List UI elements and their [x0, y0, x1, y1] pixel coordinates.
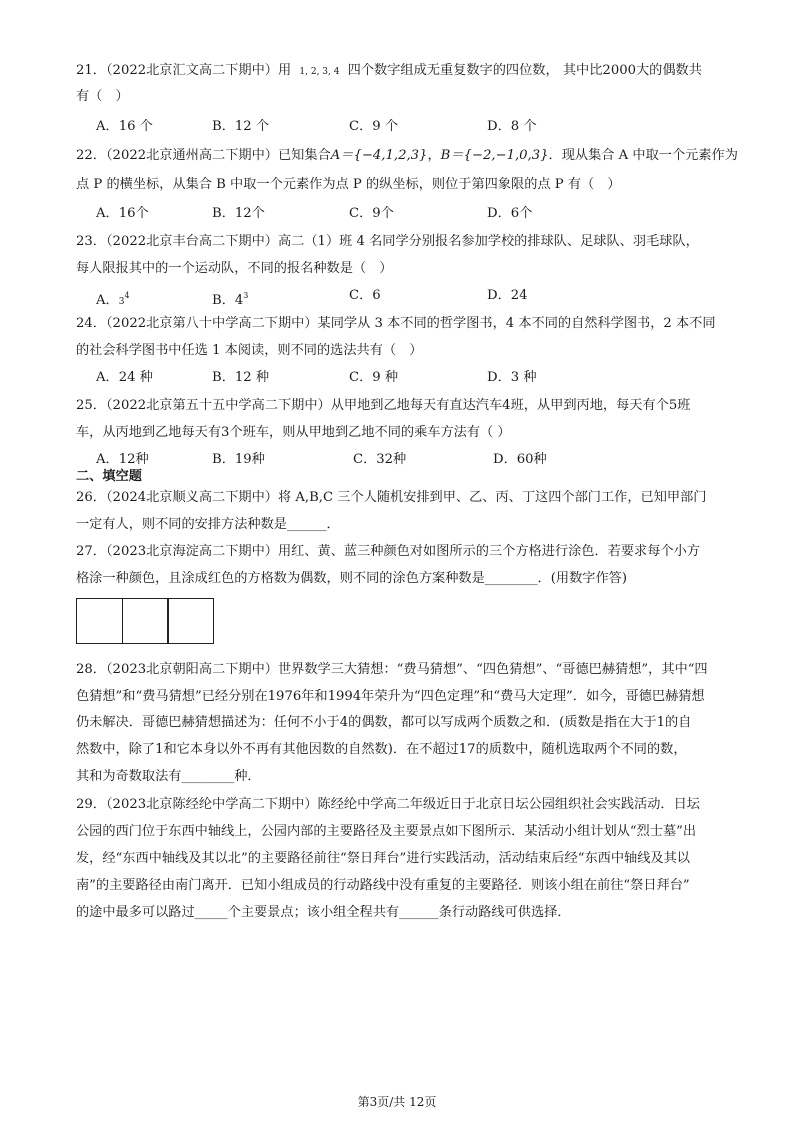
- q28-line3: 仍未解决．哥德巴赫猜想描述为：任何不小于4的偶数，都可以写成两个质数之和．(质数是指在大于1的自: [76, 715, 692, 730]
- q27-grid-cell: [76, 598, 123, 644]
- q28-line5: 其和为奇数取法有________种．: [76, 769, 261, 784]
- q26-line2: 一定有人，则不同的安排方法种数是______．: [76, 517, 340, 532]
- q21-option-c: C．9 个: [349, 119, 399, 134]
- q25-option-c: C．32种: [353, 452, 407, 467]
- q21-option-b: B．12 个: [212, 119, 270, 134]
- q23-option-a-base: 3: [118, 297, 125, 307]
- q22-line2: 点 P 的横坐标，从集合 B 中取一个元素作为点 P 的纵坐标，则位于第四象限的点 P 有（ ）: [76, 177, 621, 192]
- q23-option-a-exp: 4: [124, 291, 130, 300]
- q23-option-a: [96, 287, 130, 311]
- q27-line1: 27．（2023北京海淀高二下期中）用红、黄、蓝三种颜色对如图所示的三个方格进行涂色．若要求每个小方: [76, 544, 700, 559]
- q29-line1: 29．（2023北京陈经纶中学高二下期中）陈经纶中学高二年级近日于北京日坛公园组织社会实践活动．日坛: [76, 797, 700, 812]
- q23-option-a-label: A．: [96, 293, 119, 308]
- q24-line2: 的社会科学图书中任选 1 本阅读，则不同的选法共有（ ）: [76, 343, 423, 358]
- q23-option-b-exp: 3: [243, 291, 249, 300]
- section-heading-fill-in: 二、填空题: [76, 469, 142, 484]
- q21-suffix: 四个数字组成无重复数字的四位数， 其中比2000大的偶数共: [347, 63, 702, 78]
- q22-option-a: A．16个: [96, 206, 149, 221]
- q23-option-b-label: B．: [212, 293, 235, 308]
- q21-prefix: 21．（2022北京汇文高二下期中）用: [76, 63, 292, 78]
- q21-line1: [76, 62, 702, 81]
- q27-grid-cell: [122, 598, 169, 644]
- q24-option-c: C．9 种: [349, 370, 399, 385]
- q23-option-b-base: 4: [234, 293, 244, 308]
- q23-option-c: C．6: [349, 288, 381, 303]
- q23-line1: 23．（2022北京丰台高二下期中）高二（1）班 4 名同学分别报名参加学校的排球队、足球队、羽毛球队，: [76, 234, 699, 249]
- q29-line3: 发，经“东西中轴线及其以北”的主要路径前往“祭日拜台”进行实践活动，活动结束后经“东西中轴线及其以: [76, 851, 690, 866]
- q21-option-a: A．16 个: [96, 119, 153, 134]
- q22-suffix: ．现从集合 A 中取一个元素作为: [548, 148, 738, 163]
- q27-grid-figure: [76, 598, 214, 644]
- q25-option-d: D．60种: [493, 452, 547, 467]
- q25-line2: 车，从丙地到乙地每天有3个班车，则从甲地到乙地不同的乘车方法有（ ）: [76, 425, 511, 440]
- q29-line4: 南”的主要路径由南门离开．已知小组成员的行动路线中没有重复的主要路径．则该小组在前往“祭日拜台”: [76, 878, 690, 893]
- q29-line5: 的途中最多可以路过_____个主要景点；该小组全程共有______条行动路线可供选择．: [76, 905, 571, 920]
- q22-option-c: C．9个: [349, 206, 394, 221]
- q21-line2: 有（ ）: [76, 89, 129, 104]
- q21-digits: 1, 2, 3, 4: [299, 67, 340, 77]
- page-footer: 第3页/共 12页: [357, 1095, 437, 1109]
- q22-option-b: B．12个: [212, 206, 265, 221]
- q26-line1: 26．（2024北京顺义高二下期中）将 A,B,C 三个人随机安排到甲、乙、丙、丁这四个部门工作，已知甲部门: [76, 490, 707, 505]
- q24-option-d: D．3 种: [487, 370, 537, 385]
- q25-option-b: B．19种: [212, 452, 265, 467]
- q22-set-a: A＝{−4,1,2,3}: [330, 148, 428, 163]
- q28-line4: 然数中，除了1和它本身以外不再有其他因数的自然数)．在不超过17的质数中，随机选取两个不同的数，: [76, 742, 687, 757]
- q24-option-b: B．12 种: [212, 370, 270, 385]
- q25-line1: 25．（2022北京第五十五中学高二下期中）从甲地到乙地每天有直达汽车4班，从甲到丙地，每天有个5班: [76, 398, 691, 413]
- q22-set-b: B＝{−2,−1,0,3}: [440, 148, 549, 163]
- q25-option-a: A．12种: [96, 452, 149, 467]
- q29-line2: 公园的西门位于东西中轴线上，公园内部的主要路径及主要景点如下图所示．某活动小组计划从“烈士墓”出: [76, 824, 697, 839]
- q24-line1: 24．（2022北京第八十中学高二下期中）某同学从 3 本不同的哲学图书，4 本不同的自然科学图书，2 本不同: [76, 316, 716, 331]
- q28-line1: 28．（2023北京朝阳高二下期中）世界数学三大猜想：“费马猜想”、“四色猜想”、“哥德巴赫猜想”，其中“四: [76, 662, 708, 677]
- q27-grid-cell: [167, 598, 214, 644]
- q28-line2: 色猜想”和“费马猜想”已经分别在1976年和1994年荣升为“四色定理”和“费马大定理”．如今，哥德巴赫猜想: [76, 689, 705, 704]
- q22-option-d: D．6个: [487, 206, 533, 221]
- q21-option-d: D．8 个: [487, 119, 537, 134]
- q24-option-a: A．24 种: [96, 370, 153, 385]
- q23-line2: 每人限报其中的一个运动队，不同的报名种数是（ ）: [76, 261, 393, 276]
- q22-line1: 22．（2022北京通州高二下期中）已知集合A＝{−4,1,2,3}，B＝{−2,−1,0,3}．现从集合 A 中取一个元素作为: [76, 148, 738, 163]
- q23-option-b: [212, 287, 248, 310]
- q23-option-d: D．24: [487, 288, 528, 303]
- q27-line2: 格涂一种颜色，且涂成红色的方格数为偶数，则不同的涂色方案种数是________．(用数字作答): [76, 571, 627, 586]
- q22-prefix: 22．（2022北京通州高二下期中）已知集合: [76, 148, 331, 163]
